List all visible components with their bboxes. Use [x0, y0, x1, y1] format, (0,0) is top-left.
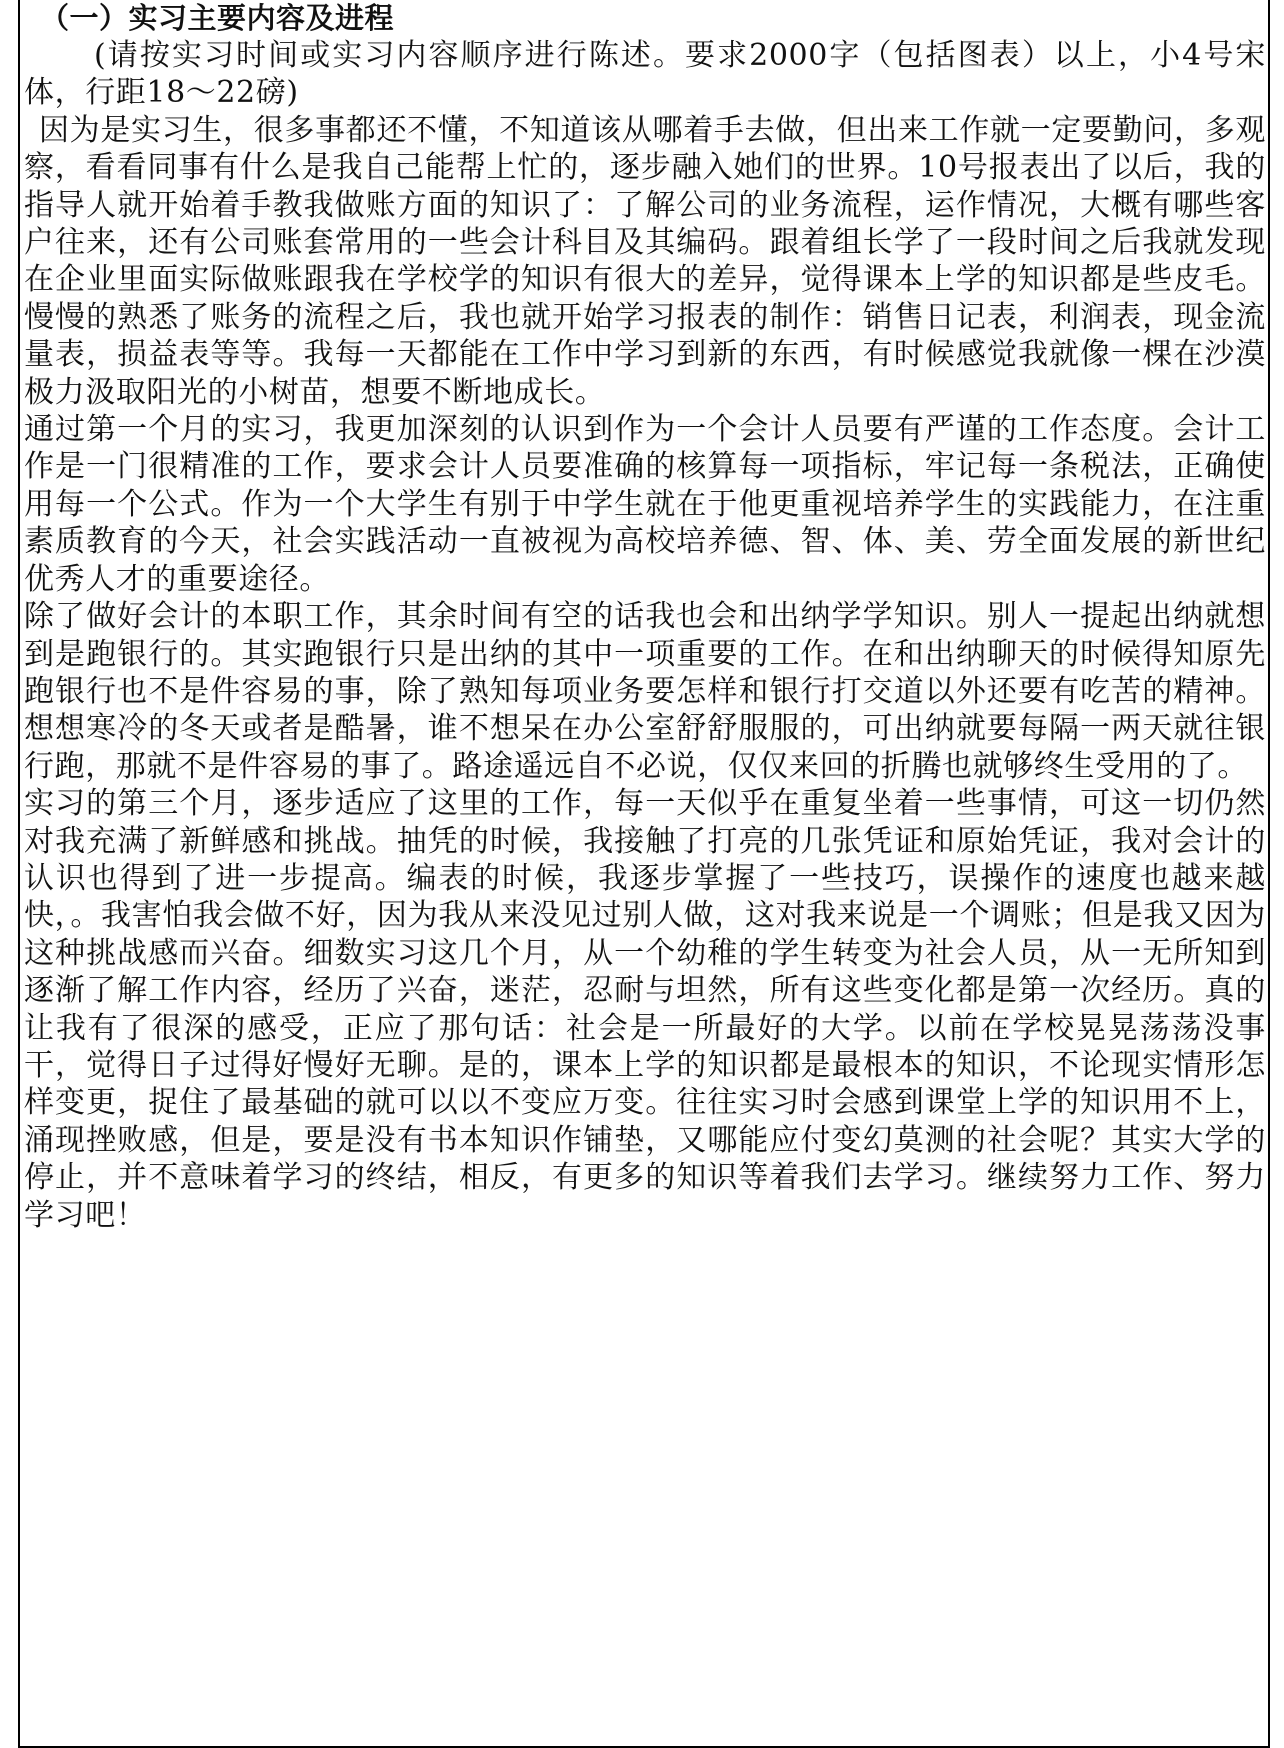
paragraph-3: 除了做好会计的本职工作，其余时间有空的话我也会和出纳学学知识。别人一提起出纳就想到是跑银行的。其实跑银行只是出纳的其中一项重要的工作。在和出纳聊天的时候得知原先跑银行也不是件容易的事，除了熟知每项业务要怎样和银行打交道以外还要有吃苦的精神。想想寒冷的冬天或者是酷暑，谁不想呆在办公室舒舒服服的，可出纳就要每隔一两天就往银行跑，那就不是件容易的事了。路途遥远自不必说，仅仅来回的折腾也就够终生受用的了。 [24, 599, 1266, 784]
paragraph-1: 因为是实习生，很多事都还不懂，不知道该从哪着手去做，但出来工作就一定要勤问，多观察，看看同事有什么是我自己能帮上忙的，逐步融入她们的世界。10号报表出了以后，我的指导人就开始着手教我做账方面的知识了：了解公司的业务流程，运作情况，大概有哪些客户往来，还有公司账套常用的一些会计科目及其编码。跟着组长学了一段时间之后我就发现在企业里面实际做账跟我在学校学的知识有很大的差异，觉得课本上学的知识都是些皮毛。慢慢的熟悉了账务的流程之后，我也就开始学习报表的制作：销售日记表，利润表，现金流量表，损益表等等。我每一天都能在工作中学习到新的东西，有时候感觉我就像一棵在沙漠极力汲取阳光的小树苗，想要不断地成长。 [24, 112, 1266, 410]
paragraph-2: 通过第一个月的实习，我更加深刻的认识到作为一个会计人员要有严谨的工作态度。会计工作是一门很精准的工作，要求会计人员要准确的核算每一项指标，牢记每一条税法，正确使用每一个公式。作为一个大学生有别于中学生就在于他更重视培养学生的实践能力，在注重素质教育的今天，社会实践活动一直被视为高校培养德、智、体、美、劳全面发展的新世纪优秀人才的重要途径。 [24, 412, 1266, 597]
document-body [24, 0, 1266, 1234]
paragraph-4: 实习的第三个月，逐步适应了这里的工作，每一天似乎在重复坐着一些事情，可这一切仍然对我充满了新鲜感和挑战。抽凭的时候，我接触了打亮的几张凭证和原始凭证，我对会计的认识也得到了进一步提高。编表的时候，我逐步掌握了一些技巧，误操作的速度也越来越快，。我害怕我会做不好，因为我从来没见过别人做，这对我来说是一个调账；但是我又因为这种挑战感而兴奋。细数实习这几个月，从一个幼稚的学生转变为社会人员，从一无所知到逐渐了解工作内容，经历了兴奋，迷茫，忍耐与坦然，所有这些变化都是第一次经历。真的让我有了很深的感受，正应了那句话：社会是一所最好的大学。以前在学校晃晃荡荡没事干，觉得日子过得好慢好无聊。是的，课本上学的知识都是最根本的知识，不论现实情形怎样变更，捉住了最基础的就可以以不变应万变。往往实习时会感到课堂上学的知识用不上，涌现挫败感，但是，要是没有书本知识作铺垫，又哪能应付变幻莫测的社会呢？其实大学的停止，并不意味着学习的终结，相反，有更多的知识等着我们去学习。继续努力工作、努力学习吧！ [24, 786, 1266, 1233]
instruction-text: (请按实习时间或实习内容顺序进行陈述。要求2000字（包括图表）以上，小4号宋体，行距18～22磅) [24, 38, 1266, 111]
document-frame [18, 0, 1270, 1748]
section-title: （一）实习主要内容及进程 [40, 1, 395, 35]
